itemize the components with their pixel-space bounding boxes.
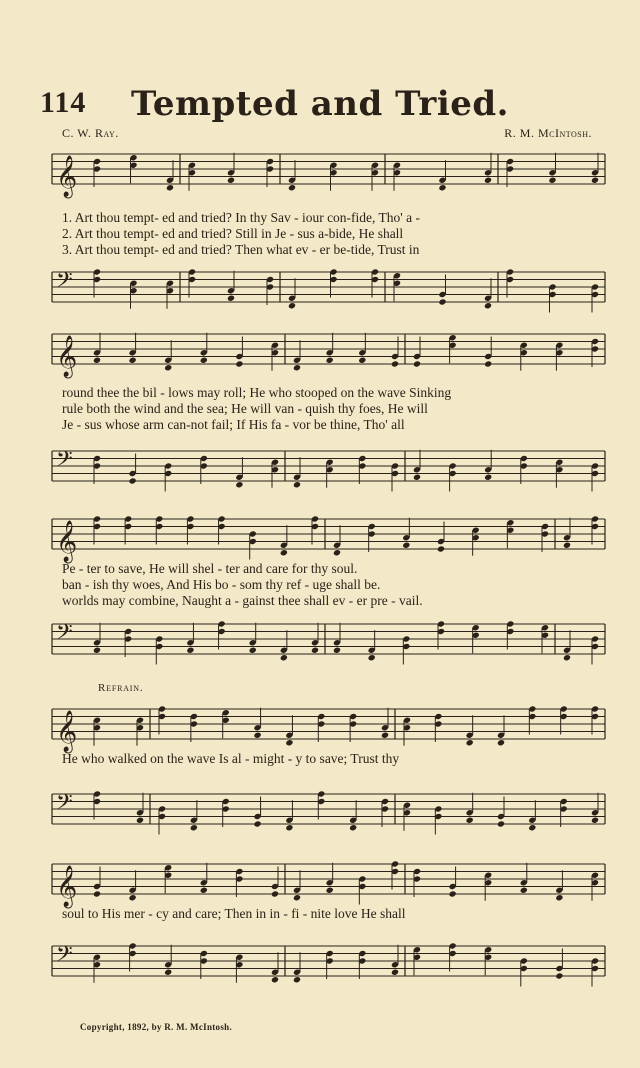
note-head: [200, 357, 208, 364]
note-head: [293, 481, 301, 488]
note-head: [438, 184, 446, 191]
note-head: [391, 360, 399, 367]
bass-clef-icon: 𝄢: [56, 268, 73, 298]
treble-clef-icon: 𝄞: [56, 711, 78, 752]
refrain-label: Refrain.: [98, 682, 144, 694]
note-head: [484, 302, 492, 309]
page-number: 114: [40, 86, 87, 119]
note-head: [288, 302, 296, 309]
note-head: [311, 647, 319, 654]
note-head: [520, 887, 528, 894]
note-head: [555, 894, 563, 901]
note-head: [288, 184, 296, 191]
note-head: [466, 817, 474, 824]
note-head: [200, 887, 208, 894]
note-head: [227, 177, 235, 184]
note-head: [349, 824, 357, 831]
note-head: [235, 481, 243, 488]
system-1-treble-staff: [0, 150, 640, 197]
note-head: [591, 817, 599, 824]
note-head: [413, 474, 421, 481]
treble-clef-icon: 𝄞: [56, 156, 78, 197]
note-head: [548, 177, 556, 184]
note-head: [381, 732, 389, 739]
note-head: [190, 824, 198, 831]
system-1-lyric-verse-1: 1. Art thou tempt- ed and tried? In thy Sav - iour con-fide, Tho' a -: [62, 210, 420, 225]
system-2-lyric-verse-2: rule both the wind and the sea; He will van - quish thy foes, He will: [62, 401, 428, 416]
system-2-bass-staff: [0, 447, 640, 487]
note-head: [438, 298, 446, 305]
note-head: [497, 820, 505, 827]
system-5-bass-staff: [0, 942, 640, 982]
note-head: [333, 647, 341, 654]
note-head: [285, 739, 293, 746]
note-head: [93, 647, 101, 654]
note-head: [484, 474, 492, 481]
system-4-lyric-line: He who walked on the wave Is al - might - y to save; Trust thy: [62, 751, 400, 766]
note-head: [253, 732, 261, 739]
system-4-treble-staff: [0, 705, 640, 752]
note-head: [497, 739, 505, 746]
system-1-bass-staff: [0, 268, 640, 308]
note-head: [271, 976, 279, 983]
note-head: [164, 969, 172, 976]
system-1-lyric-verse-2: 2. Art thou tempt- ed and tried? Still in Je - sus a-bide, He shall: [62, 226, 404, 241]
note-head: [249, 647, 257, 654]
system-3-lyric-verse-2: ban - ish thy woes, And His bo - som thy ref - uge shall be.: [62, 577, 381, 592]
note-head: [413, 360, 421, 367]
note-head: [563, 542, 571, 549]
bass-clef-icon: 𝄢: [56, 620, 73, 650]
note-head: [227, 295, 235, 302]
note-head: [563, 654, 571, 661]
system-3-treble-staff: [0, 515, 640, 562]
note-head: [591, 177, 599, 184]
note-head: [253, 820, 261, 827]
note-head: [466, 739, 474, 746]
note-head: [129, 357, 137, 364]
system-4-bass-staff: [0, 790, 640, 830]
note-head: [402, 542, 410, 549]
note-head: [166, 184, 174, 191]
note-head: [368, 654, 376, 661]
note-head: [484, 177, 492, 184]
system-2-lyric-verse-3: Je - sus whose arm can-not fail; If His fa - vor be thine, Tho' all: [62, 417, 405, 432]
composer-credit: R. M. McIntosh.: [504, 126, 592, 140]
note-head: [93, 357, 101, 364]
system-5-treble-staff: [0, 860, 640, 907]
note-head: [326, 887, 334, 894]
note-head: [449, 890, 457, 897]
note-head: [129, 894, 137, 901]
note-head: [280, 654, 288, 661]
note-head: [129, 477, 137, 484]
note-head: [280, 549, 288, 556]
system-3-lyric-verse-1: Pe - ter to save, He will shel - ter and care for thy soul.: [62, 561, 358, 576]
note-head: [186, 647, 194, 654]
lyricist-credit: C. W. Ray.: [62, 126, 119, 140]
note-head: [164, 364, 172, 371]
system-2-treble-staff: [0, 330, 640, 377]
note-head: [484, 360, 492, 367]
note-head: [333, 549, 341, 556]
note-head: [293, 364, 301, 371]
bass-clef-icon: 𝄢: [56, 942, 73, 972]
system-3-bass-staff: [0, 620, 640, 660]
treble-clef-icon: 𝄞: [56, 866, 78, 907]
note-head: [136, 817, 144, 824]
hymn-title: Tempted and Tried.: [131, 84, 509, 124]
note-head: [93, 890, 101, 897]
note-head: [555, 972, 563, 979]
system-3-lyric-verse-3: worlds may combine, Naught a - gainst thee shall ev - er pre - vail.: [62, 593, 423, 608]
treble-clef-icon: 𝄞: [56, 521, 78, 562]
bass-clef-icon: 𝄢: [56, 447, 73, 477]
system-1-lyric-verse-3: 3. Art thou tempt- ed and tried? Then what ev - er be-tide, Trust in: [62, 242, 420, 257]
note-head: [235, 360, 243, 367]
bass-clef-icon: 𝄢: [56, 790, 73, 820]
note-head: [271, 890, 279, 897]
note-head: [293, 894, 301, 901]
treble-clef-icon: 𝄞: [56, 336, 78, 377]
system-2-lyric-verse-1: round thee the bil - lows may roll; He who stooped on the wave Sinking: [62, 385, 452, 400]
note-head: [326, 357, 334, 364]
system-5-lyric-line: soul to His mer - cy and care; Then in in - fi - nite love He shall: [62, 906, 406, 921]
note-head: [391, 969, 399, 976]
note-head: [437, 545, 445, 552]
note-head: [528, 824, 536, 831]
copyright-notice: Copyright, 1892, by R. M. McIntosh.: [80, 1022, 233, 1032]
note-head: [358, 357, 366, 364]
note-head: [293, 976, 301, 983]
note-head: [285, 824, 293, 831]
